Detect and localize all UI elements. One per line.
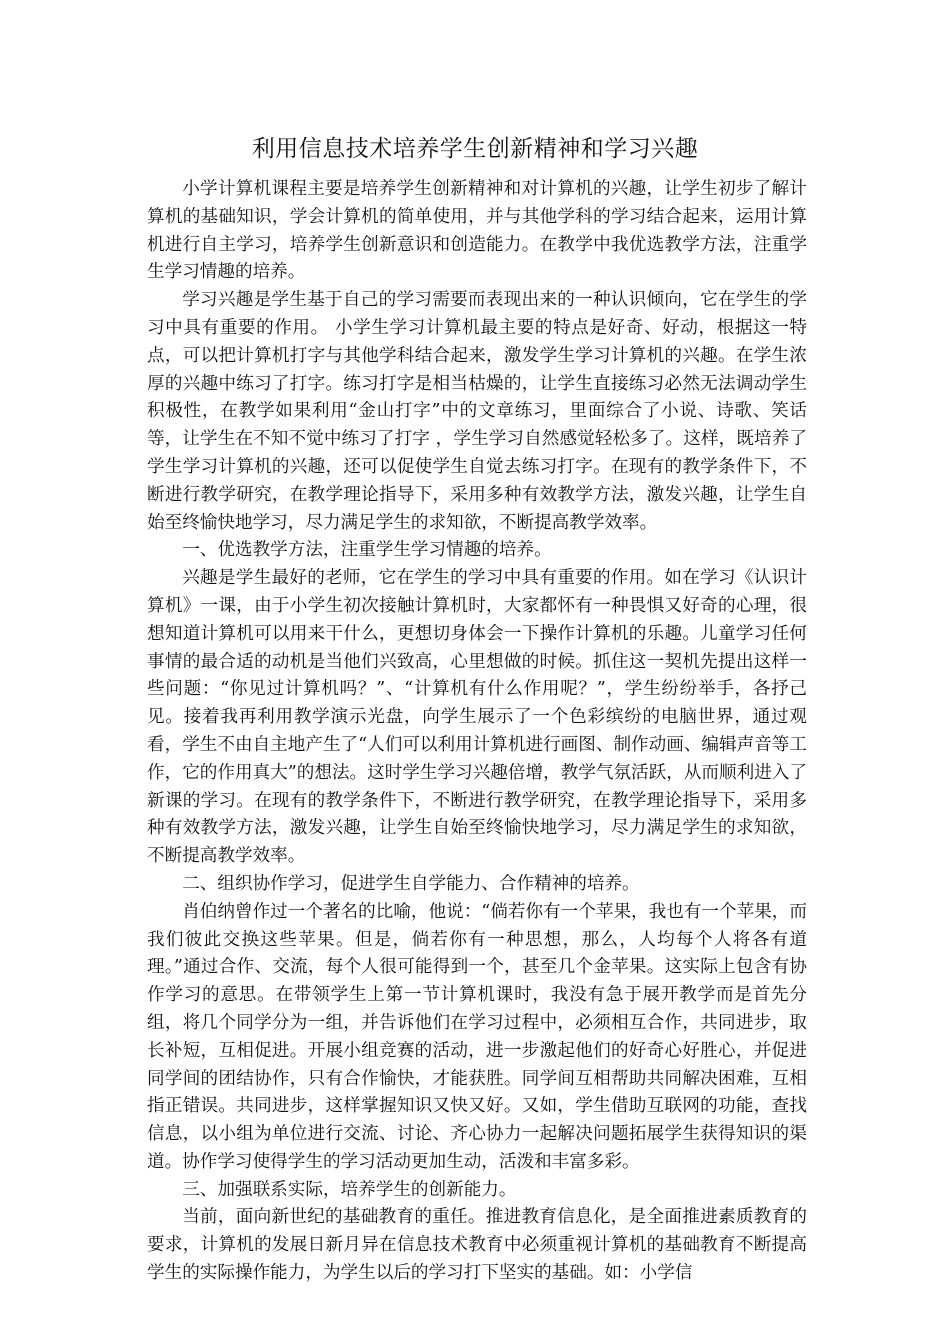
paragraph-learning-interest: 学习兴趣是学生基于自己的学习需要而表现出来的一种认识倾向，它在学生的学习中具有重要的作用。 小学生学习计算机最主要的特点是好奇、好动，根据这一特点，可以把计算机打字与其他学科结合起来，激发学生学习计算机的兴趣。在学生浓厚的兴趣中练习了打字。练习打字是相当枯燥的，让学生直接练习必然无法调动学生积极性，在教学如果利用“金山打字”中的文章练习，里面综合了小说、诗歌、笑话等，让学生在不知不觉中练习了打字 ，学生学习自然感觉轻松多了。这样，既培养了学生学习计算机的兴趣，还可以促使学生自觉去练习打字。在现有的教学条件下，不断进行教学研究，在教学理论指导下，采用多种有效教学方法，激发兴趣，让学生自始至终愉快地学习，尽力满足学生的求知欲，不断提高教学效率。 — [147, 290, 807, 533]
section-heading-1: 一、优选教学方法，注重学生学习情趣的培养。 — [182, 540, 552, 561]
paragraph-section-1: 兴趣是学生最好的老师，它在学生的学习中具有重要的作用。如在学习《认识计算机》一课，由于小学生初次接触计算机时，大家都怀有一种畏惧又好奇的心理，很想知道计算机可以用来干什么，更想切身体会一下操作计算机的乐趣。儿童学习任何事情的最合适的动机是当他们兴致高，心里想做的时候。抓住这一契机先提出这样一些问题：“你见过计算机吗？”、“计算机有什么作用呢？”，学生纷纷举手，各抒己见。接着我再利用教学演示光盘，向学生展示了一个色彩缤纷的电脑世界，通过观看，学生不由自主地产生了“人们可以利用计算机进行画图、制作动画、编辑声音等工作，它的作用真大”的想法。这时学生学习兴趣倍增，教学气氛活跃，从而顺利进入了新课的学习。在现有的教学条件下，不断进行教学研究，在教学理论指导下，采用多种有效教学方法，激发兴趣，让学生自始至终愉快地学习，尽力满足学生的求知欲，不断提高教学效率。 — [147, 568, 807, 867]
section-heading-3: 三、加强联系实际，培养学生的创新能力。 — [182, 1179, 517, 1200]
section-heading-2: 二、组织协作学习，促进学生自学能力、合作精神的培养。 — [182, 873, 640, 894]
paragraph-intro: 小学计算机课程主要是培养学生创新精神和对计算机的兴趣，让学生初步了解计算机的基础知识，学会计算机的简单使用，并与其他学科的学习结合起来，运用计算机进行自主学习，培养学生创新意识和创造能力。在教学中我优选教学方法，注重学生学习情趣的培养。 — [147, 179, 807, 283]
paragraph-section-2: 肖伯纳曾作过一个著名的比喻，他说：“倘若你有一个苹果，我也有一个苹果，而我们彼此交换这些苹果。但是，倘若你有一种思想，那么，人均每个人将各有道理。”通过合作、交流，每个人很可能得到一个，甚至几个金苹果。这实际上包含有协作学习的意思。在带领学生上第一节计算机课时，我没有急于展开教学而是首先分组，将几个同学分为一组，并告诉他们在学习过程中，必须相互合作，共同进步，取长补短，互相促进。开展小组竞赛的活动，进一步激起他们的好奇心好胜心，并促进同学间的团结协作，只有合作愉快，才能获胜。同学间互相帮助共同解决困难，互相指正错误。共同进步，这样掌握知识又快又好。又如，学生借助互联网的功能，查找信息，以小组为单位进行交流、讨论、齐心协力一起解决问题拓展学生获得知识的渠道。协作学习使得学生的学习活动更加生动，活泼和丰富多彩。 — [147, 901, 807, 1172]
document-body — [147, 176, 807, 1288]
document-title: 利用信息技术培养学生创新精神和学习兴趣 — [251, 136, 699, 162]
paragraph-section-3: 当前，面向新世纪的基础教育的重任。推进教育信息化，是全面推进素质教育的要求，计算机的发展日新月异在信息技术教育中必须重视计算机的基础教育不断提高学生的实际操作能力，为学生以后的学习打下坚实的基础。如：小学信 — [147, 1207, 807, 1284]
